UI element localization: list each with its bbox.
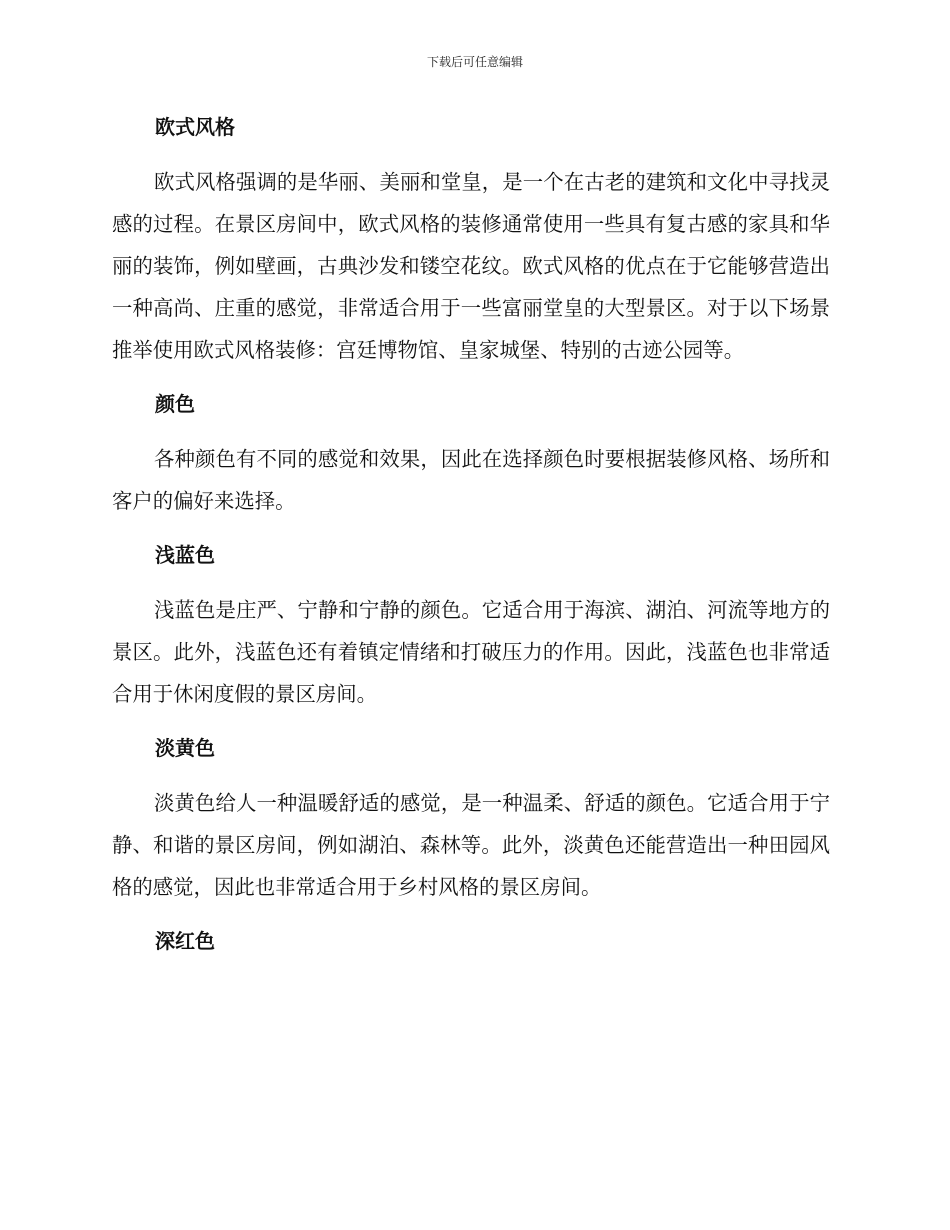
section-paragraph: 淡黄色给人一种温暖舒适的感觉，是一种温柔、舒适的颜色。它适合用于宁静、和谐的景区房间，例如湖泊、森林等。此外，淡黄色还能营造出一种田园风格的感觉，因此也非常适合用于乡村风格的景区房间。 bbox=[112, 791, 830, 899]
section-color bbox=[112, 383, 830, 522]
section-paragraph: 各种颜色有不同的感觉和效果，因此在选择颜色时要根据装修风格、场所和客户的偏好来选择。 bbox=[112, 447, 830, 513]
section-light-blue bbox=[112, 534, 830, 715]
section-heading: 颜色 bbox=[155, 392, 195, 416]
section-european-style bbox=[112, 106, 830, 371]
section-pale-yellow bbox=[112, 727, 830, 908]
section-heading: 欧式风格 bbox=[155, 115, 235, 139]
section-dark-red bbox=[112, 920, 830, 962]
section-heading: 深红色 bbox=[155, 929, 215, 953]
section-heading: 浅蓝色 bbox=[155, 543, 215, 567]
section-paragraph: 浅蓝色是庄严、宁静和宁静的颜色。它适合用于海滨、湖泊、河流等地方的景区。此外，浅蓝色还有着镇定情绪和打破压力的作用。因此，浅蓝色也非常适合用于休闲度假的景区房间。 bbox=[112, 598, 830, 706]
section-paragraph: 欧式风格强调的是华丽、美丽和堂皇，是一个在古老的建筑和文化中寻找灵感的过程。在景区房间中，欧式风格的装修通常使用一些具有复古感的家具和华丽的装饰，例如壁画，古典沙发和镂空花纹。欧式风格的优点在于它能够营造出一种高尚、庄重的感觉，非常适合用于一些富丽堂皇的大型景区。对于以下场景推举使用欧式风格装修：宫廷博物馆、皇家城堡、特别的古迹公园等。 bbox=[112, 170, 830, 362]
section-heading: 淡黄色 bbox=[155, 736, 215, 760]
document-body bbox=[112, 106, 830, 962]
page-header-note: 下载后可任意编辑 bbox=[426, 55, 523, 69]
